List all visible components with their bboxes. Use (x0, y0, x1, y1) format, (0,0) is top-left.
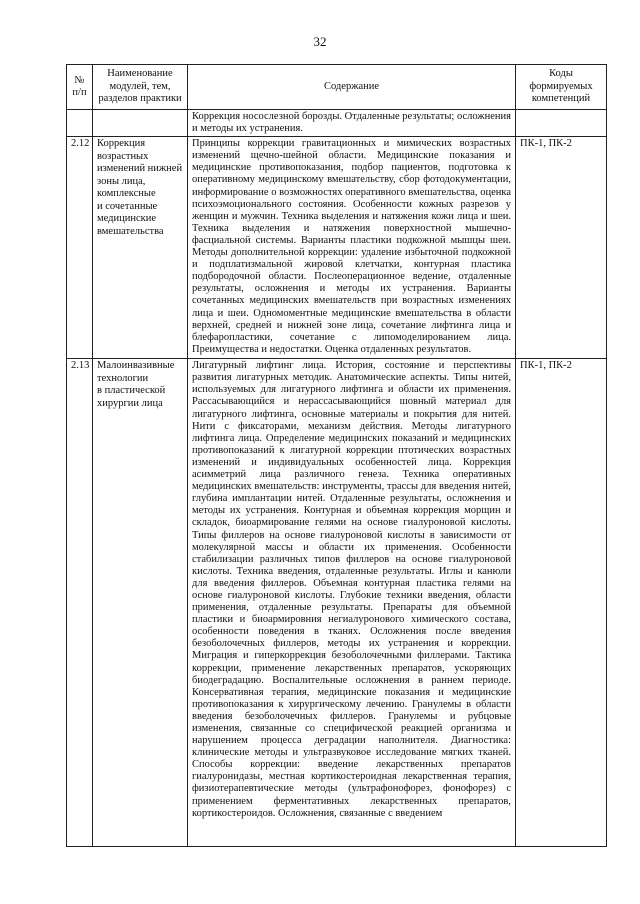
cell-module (93, 137, 188, 359)
module-title: Коррекция возрастных изменений нижней зоны лица, комплексные и сочетанные медицинские вмешательства (97, 138, 183, 237)
row-number: 2.13 (71, 360, 90, 372)
cell-codes (516, 137, 607, 359)
content-text: Принципы коррекции гравитационных и мимических возрастных изменений щечно-шейной области. Медицинские показания и медицинские противопоказания, подбор пациентов, подготовка к оперативному медицинскому вмешательству, сбор фотодокументации, информирование о возможностях оперативного вмешательства, оценка психоэмоционального состояния. Особенности кожных разрезов у женщин и мужчин. Техника выделения и натяжения кожи лица и шеи. Техника выделения и натяжения поверхностной мышечно-фасциальной системы. Варианты пластики подкожной мышцы шеи. Методы дополнительной коррекции: удаление избыточной подкожной и подплатизмальной жировой клетчатки, контурная пластика подбородочной области. Послеоперационное ведение, отдаленные результаты, осложнения и методы их устранения. Варианты сочетанных медицинских вмешательств при возрастных изменениях лица и шеи. Одномоментные медицинские вмешательства в области верхней, средней и нижней зоне лица, сочетание лифтинга лица и блефаропластики, сочетание с липомоделированием лица. Преимущества и недостатки. Оценка отдаленных результатов. (192, 138, 511, 355)
page-number: 32 (313, 34, 327, 49)
cell-codes (516, 110, 607, 137)
cell-content (188, 137, 516, 359)
header-num (67, 65, 93, 110)
module-title: Малоинвазивные технологии в пластической хирургии лица (97, 360, 175, 409)
competence-codes: ПК-1, ПК-2 (520, 138, 572, 150)
cell-num (67, 110, 93, 137)
content-text: Лигатурный лифтинг лица. История, состояние и перспективы развития лигатурных методик. Анатомические аспекты. Типы нитей, используемых для лигатурного лифтинга и области их применения. Рассасывающийся и нерассасывающийся шовный материал для лигатурного лифтинга, основные материалы и покрытия для нитей. Нити с фиксаторами, механизм действия. Методы лигатурного лифтинга лица. Определение медицинских показаний и медицинских противопоказаний к лигатурной коррекции птотических возрастных изменений и индивидуальных особенностей лица. Коррекция асимметрий лица различного генеза. Техника оперативных медицинских вмешательств: инструменты, трассы для введения нитей, глубина имплантации нитей. Отдаленные результаты, осложнения и методы их устранения. Контурная и объемная коррекция морщин и складок, биоармирование гелями на основе гиалуроновой кислоты. Типы филлеров на основе гиалуроновой кислоты в зависимости от молекулярной массы и области их применения. Особенности стабилизации различных типов филлеров на основе гиалуроновой кислоты. Техника введения, отдаленные результаты. Иглы и канюли для введения филлеров. Объемная контурная пластика гелями на основе гиалуроновой кислоты. Глубокие техники введения, области применения, отдаленные результаты. Препараты для объемной пластики и биоармировния негиалуронового химического состава, особенности поведения в тканях. Осложнения после введения безоболочечных филлеров, методы их устранения и коррекции. Миграция и гиперкоррекция безоболочечными филлерами. Тактика коррекции, применение лекарственных препаратов, ускоряющих биодеградацию. Воспалительные осложнения в раннем периоде. Консервативная терапия, медицинские показания и медицинские противопоказания к хирургическому лечению. Гранулемы в области введения безоболочечных филлеров. Гранулемы и рубцовые изменения, связанные со специфической реакцией организма и нарушением процесса деградации наполнителя. Диагностика: клинические методы и ультразвуковое исследование мягких тканей. Способы коррекции: введение лекарственных препаратов гиалуронидазы, местная кортикостероидная лекарственная терапия, физиотерапевтические методы (ультрафонофорез, фонофорез) с применением ферментативных лекарственных препаратов, кортикостероидов. Осложнения, связанные с введением (192, 360, 511, 819)
table-row-continuation (67, 110, 607, 137)
header-module (93, 65, 188, 110)
cell-codes (516, 359, 607, 847)
header-module-label: Наименование модулей, тем, разделов практики (98, 68, 182, 105)
table-row (67, 359, 607, 847)
cell-num (67, 359, 93, 847)
competence-codes: ПК-1, ПК-2 (520, 360, 572, 372)
cell-module (93, 110, 188, 137)
header-content-label: Содержание (323, 80, 380, 92)
cell-num (67, 137, 93, 359)
header-content (188, 65, 516, 110)
cell-content (188, 110, 516, 137)
content-text: Коррекция носослезной борозды. Отдаленные результаты; осложнения и методы их устранения. (192, 111, 511, 135)
table-row (67, 137, 607, 359)
cell-content (188, 359, 516, 847)
table-header-row (67, 65, 607, 110)
header-codes-label: Коды формируемых компетенций (529, 68, 593, 105)
header-num-label: № п/п (72, 74, 87, 98)
header-codes (516, 65, 607, 110)
row-number: 2.12 (71, 138, 90, 150)
cell-module (93, 359, 188, 847)
curriculum-table (66, 64, 607, 847)
